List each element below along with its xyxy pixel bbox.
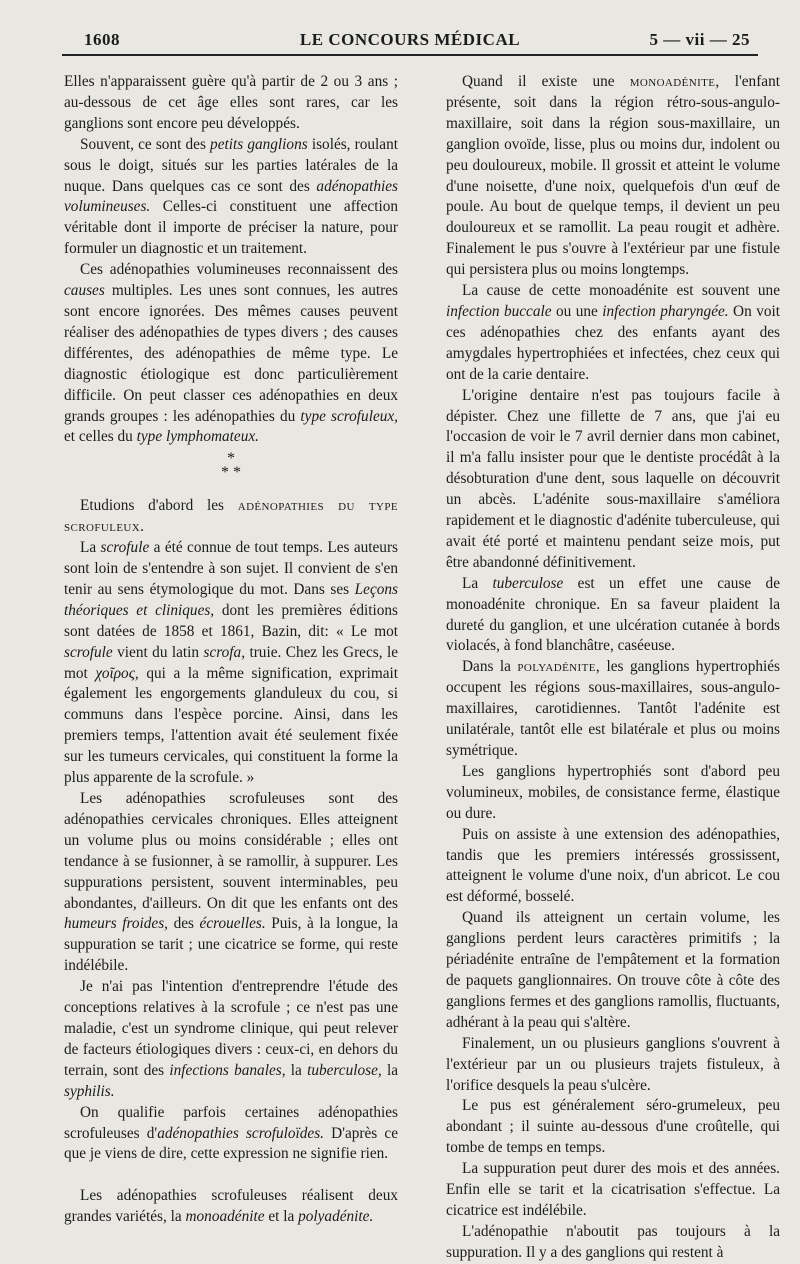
paragraph: Finalement, un ou plusieurs ganglions s'ouvrent à l'extérieur par un ou plusieurs trajets fistuleux, à l'orifice desquels la peau s'ulcère. xyxy=(446,1034,780,1094)
paragraph: Le pus est généralement séro-grumeleux, peu abondant ; il suinte au-dessous d'une croûtelle, qui tombe de temps en temps. xyxy=(446,1097,780,1157)
paragraph: On qualifie parfois certaines adénopathies scrofuleuses d'adénopathies scrofuloïdes. D'après ce que je viens de dire, cette expression ne signifie rien. xyxy=(64,1103,399,1163)
page-number: 1608 xyxy=(84,30,120,49)
paragraph: Les adénopathies scrofuleuses réalisent deux grandes variétés, la monoadénite et la polyadénite. xyxy=(64,1187,398,1226)
right-column xyxy=(446,72,780,1264)
paragraph: La suppuration peut durer des mois et des années. Enfin elle se tarit et la cicatrisation s'effectue. La cicatrice est indélébile. xyxy=(446,1160,780,1219)
paragraph: La tuberculose est un effet une cause de monoadénite chronique. En sa faveur plaident la dureté du ganglion, et une ulcération cutanée à bords violacés, à fond blanchâtre, caséeuse. xyxy=(446,574,780,655)
paragraph: Quand ils atteignent un certain volume, les ganglions perdent leurs caractères primitifs ; la périadénite entraîne de l'empâtement et la formation de paquets ganglionnaires. On trouve côte à côte des ganglions fermes et des ganglions ramollis, fluctuants, adhérant à la peau qui s'altère. xyxy=(446,909,780,1031)
paragraph: Dans la polyadénite, les ganglions hypertrophiés occupent les régions sous-maxillaires, sous-angulo-maxillaires, carotidiennes. Tantôt l'adénite est unilatérale, tantôt elle est bilatérale et plus ou moins symétrique. xyxy=(446,658,780,759)
paragraph: Quand il existe une monoadénite, l'enfant présente, soit dans la région rétro-sous-angulo-maxillaire, soit dans la région sous-maxillaire, un ganglion ovoïde, lisse, plus ou moins dur, indolent ou peu douloureux, mobile. Il grossit et atteint le volume d'une noisette, d'une noix, quelquefois d'un œuf de poule. Au bout de quelque temps, il devient un peu douloureux et se ramollit. La peau rougit et adhère. Finalement le pus s'ouvre à l'extérieur par une fistule qui persistera plus ou moins longtemps. xyxy=(446,73,780,279)
section-separator: * * * xyxy=(221,450,241,482)
paragraph: L'origine dentaire n'est pas toujours facile à dépister. Chez une fillette de 7 ans, que j'ai eu l'occasion de voir le 7 avril dernier dans mon cabinet, il m'a fallu insister pour que le dentiste procédât à la désobturation d'une dent, sous laquelle on découvrit un abcès. L'adénite sous-maxillaire s'améliora rapidement et le diagnostic d'adénite tuberculeuse, qui avait été porté et maintenu pendant seize mois, put être abandonné définitivement. xyxy=(446,386,780,571)
section-heading: Etudions d'abord les adénopathies du type scrofuleux. xyxy=(64,497,398,536)
left-column xyxy=(64,72,398,1228)
journal-title: LE CONCOURS MÉDICAL xyxy=(299,30,521,49)
paragraph: Puis on assiste à une extension des adénopathies, tandis que les premiers intéressés grossissent, atteignent le volume d'une noix, d'un abricot. Le cou est déformé, bosselé. xyxy=(446,825,780,906)
paragraph: La scrofule a été connue de tout temps. Les auteurs sont loin de s'entendre à son sujet. Il convient de s'en tenir au sens étymologique du mot. Dans ses Leçons théoriques et cliniques, dont les premières éditions sont datées de 1858 et 1861, Bazin, dit: « Le mot scrofule vient du latin scrofa, truie. Chez les Grecs, le mot χοῖρος, qui a la même signification, exprimait également les engorgements glanduleux du cou, si communs dans l'espèce porcine. Ainsi, dans les premiers temps, l'attention avait été seulement fixée sur les tumeurs cervicales, qui constituent la forme la plus apparente de la scrofule. » xyxy=(64,539,399,787)
paragraph: L'adénopathie n'aboutit pas toujours à la suppuration. Il y a des ganglions qui restent à xyxy=(446,1222,780,1261)
paragraph: La cause de cette monoadénite est souvent une infection buccale ou une infection pharyngée. On voit ces adénopathies chez des enfants ayant des amygdales hypertrophiées et infectées, chez ceux qui ont de la carie dentaire. xyxy=(446,282,780,383)
paragraph: Les adénopathies scrofuleuses sont des adénopathies cervicales chroniques. Elles atteignent un volume plus ou moins considérable ; elles ont tendance à se fusionner, à se ramollir, à suppurer. Les suppurations persistent, souvent interminables, peu abondantes, d'ailleurs. On dit que les enfants ont des humeurs froides, des écrouelles. Puis, à la longue, la suppuration se tarit ; une cicatrice se forme, qui reste indélébile. xyxy=(64,790,399,975)
paragraph: Les ganglions hypertrophiés sont d'abord peu volumineux, mobiles, de consistance ferme, élastique ou dure. xyxy=(446,762,780,822)
page-header xyxy=(62,28,758,56)
paragraph: Ces adénopathies volumineuses reconnaissent des causes multiples. Les unes sont connues, les autres sont encore ignorées. Des mêmes causes peuvent réaliser des adénopathies de types divers ; des causes différentes, des adénopathies de même type. Le diagnostic étiologique est donc particulièrement difficile. On peut classer ces adénopathies en deux grands groupes : les adénopathies du type scrofuleux, et celles du type lymphomateux. xyxy=(64,261,398,446)
paragraph: Souvent, ce sont des petits ganglions isolés, roulant sous le doigt, situés sur les parties latérales de la nuque. Dans quelques cas ce sont des adénopathies volumineuses. Celles-ci constituent une affection véritable dont il importe de préciser la nature, pour formuler un diagnostic et un traitement. xyxy=(64,135,398,258)
issue-date: 5 — vii — 25 xyxy=(649,30,750,49)
paragraph: Elles n'apparaissent guère qu'à partir de 2 ou 3 ans ; au-dessous de cet âge elles sont rares, car les ganglions sont encore peu développés. xyxy=(64,73,398,132)
paragraph: Je n'ai pas l'intention d'entreprendre l'étude des conceptions relatives à la scrofule ; ce n'est pas une maladie, c'est un syndrome clinique, qui peut relever de facteurs étiologiques divers : ceux-ci, en dehors du terrain, sont des infections banales, la tuberculose, la syphilis. xyxy=(64,978,398,1100)
